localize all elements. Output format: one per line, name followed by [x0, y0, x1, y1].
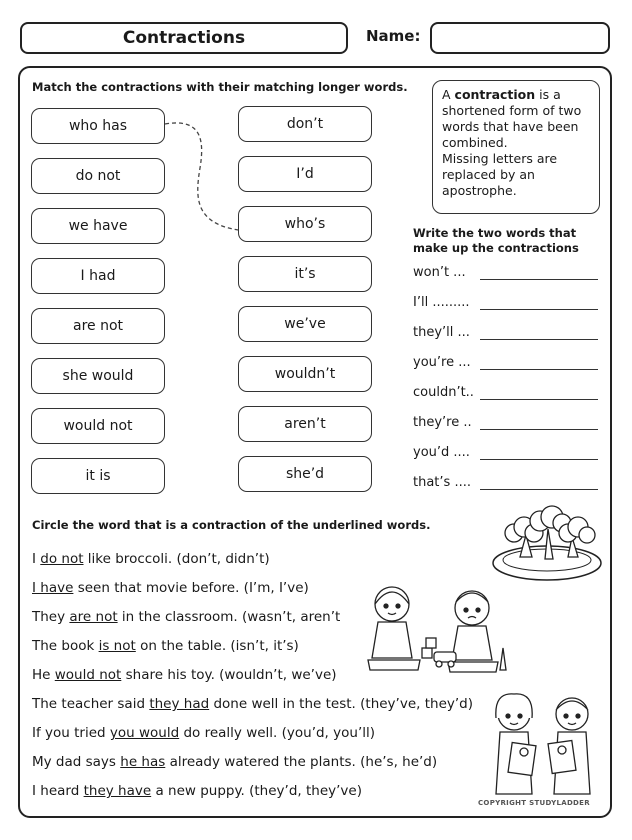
answer-line[interactable] — [480, 489, 598, 490]
circle-sentence[interactable]: The book is not on the table. (isn’t, it’s) — [32, 638, 299, 654]
match-right-item[interactable]: who’s — [238, 206, 372, 242]
answer-line[interactable] — [480, 429, 598, 430]
circle-sentence[interactable]: I heard they have a new puppy. (they’d, they’ve) — [32, 783, 362, 799]
circle-sentence[interactable]: He would not share his toy. (wouldn’t, we’ve) — [32, 667, 337, 683]
match-left-item[interactable]: are not — [31, 308, 165, 344]
write-prompt: I’ll ......... — [413, 295, 470, 310]
circle-sentence[interactable]: The teacher said they had done well in the test. (they’ve, they’d) — [32, 696, 473, 712]
write-instruction: Write the two words that make up the contractions — [413, 226, 579, 255]
name-label: Name: — [366, 27, 421, 45]
children-playing-illustration — [360, 578, 510, 678]
match-right-item[interactable]: I’d — [238, 156, 372, 192]
answer-line[interactable] — [480, 459, 598, 460]
answer-line[interactable] — [480, 279, 598, 280]
answer-line[interactable] — [480, 369, 598, 370]
match-left-item[interactable]: I had — [31, 258, 165, 294]
children-with-papers-illustration — [484, 688, 602, 798]
circle-sentence[interactable]: If you tried you would do really well. (you’d, you’ll) — [32, 725, 376, 741]
match-right-item[interactable]: she’d — [238, 456, 372, 492]
answer-line[interactable] — [480, 339, 598, 340]
match-right-item[interactable]: we’ve — [238, 306, 372, 342]
definition-term: contraction — [454, 87, 536, 102]
circle-sentence[interactable]: I do not like broccoli. (don’t, didn’t) — [32, 551, 270, 567]
copyright-text: COPYRIGHT STUDYLADDER — [478, 799, 590, 807]
match-left-item[interactable]: would not — [31, 408, 165, 444]
match-left-item[interactable]: who has — [31, 108, 165, 144]
write-prompt: that’s .... — [413, 475, 471, 490]
circle-instruction: Circle the word that is a contraction of the underlined words. — [32, 518, 431, 532]
match-left-item[interactable]: it is — [31, 458, 165, 494]
write-prompt: you’d .... — [413, 445, 470, 460]
circle-sentence[interactable]: I have seen that movie before. (I’m, I’ve) — [32, 580, 309, 596]
definition-box: A contraction is a shortened form of two words that have been combined. Missing letters are replaced by an apostrophe. — [432, 80, 600, 214]
write-prompt: couldn’t.. — [413, 385, 474, 400]
match-instruction: Match the contractions with their matching longer words. — [32, 80, 408, 94]
circle-sentence[interactable]: My dad says he has already watered the plants. (he’s, he’d) — [32, 754, 438, 770]
answer-line[interactable] — [480, 399, 598, 400]
write-prompt: they’ll ... — [413, 325, 470, 340]
name-field[interactable] — [430, 22, 610, 54]
example-match-line — [160, 118, 244, 238]
match-right-item[interactable]: don’t — [238, 106, 372, 142]
match-right-item[interactable]: wouldn’t — [238, 356, 372, 392]
match-left-item[interactable]: do not — [31, 158, 165, 194]
write-prompt: they’re .. — [413, 415, 472, 430]
match-left-item[interactable]: she would — [31, 358, 165, 394]
write-prompt: you’re ... — [413, 355, 471, 370]
write-prompt: won’t ... — [413, 265, 466, 280]
broccoli-plate-illustration — [490, 505, 605, 585]
match-right-item[interactable]: it’s — [238, 256, 372, 292]
match-right-item[interactable]: aren’t — [238, 406, 372, 442]
circle-sentence[interactable]: They are not in the classroom. (wasn’t, aren’t — [32, 609, 341, 625]
match-left-item[interactable]: we have — [31, 208, 165, 244]
answer-line[interactable] — [480, 309, 598, 310]
worksheet-title: Contractions — [20, 22, 348, 54]
